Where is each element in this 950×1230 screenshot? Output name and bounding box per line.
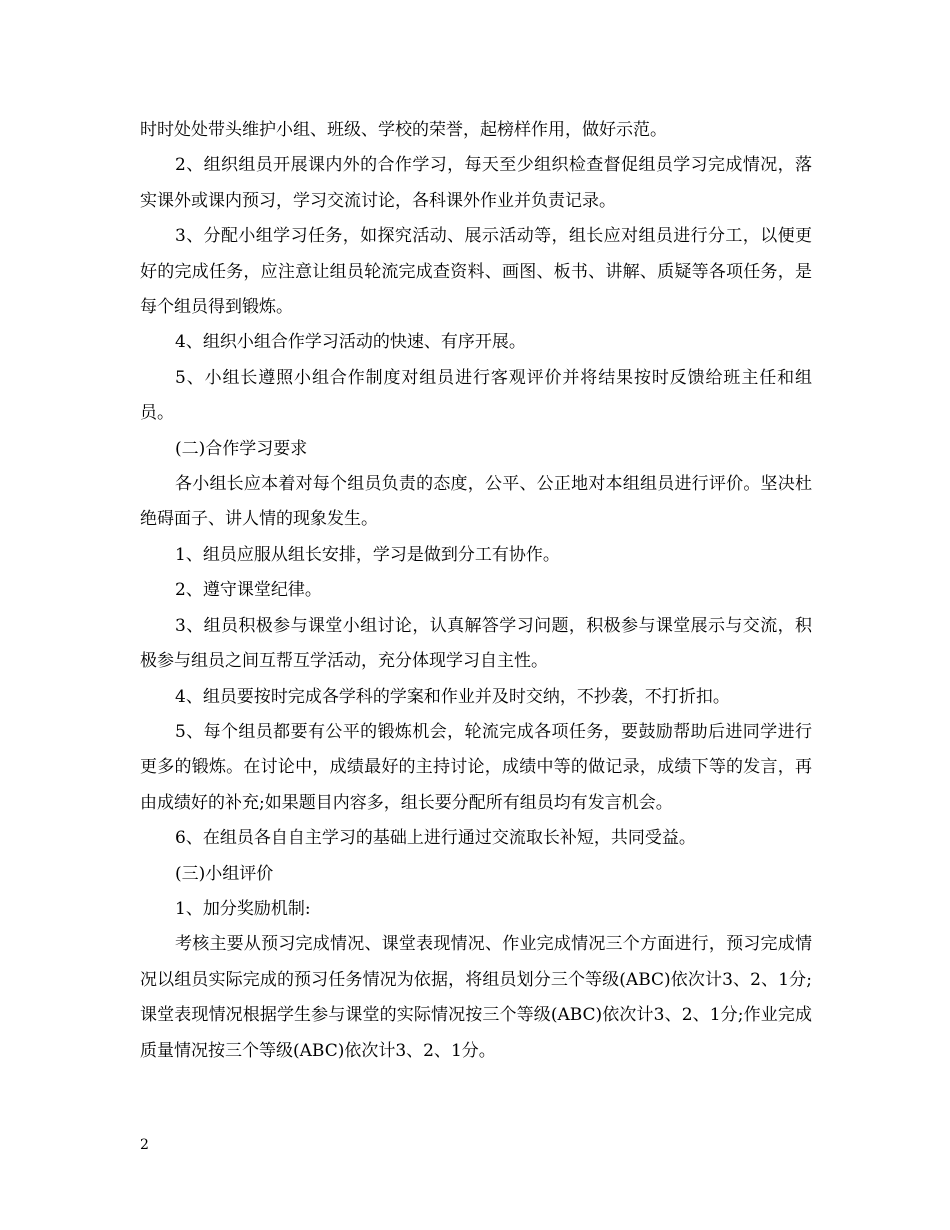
paragraph-intro-requirements: 各小组长应本着对每个组员负责的态度，公平、公正地对本组组员进行评价。坚决杜绝碍面子、讲人情的现象发生。	[140, 474, 812, 530]
paragraph-continuation: 时时处处带头维护小组、班级、学校的荣誉，起榜样作用，做好示范。	[140, 120, 667, 140]
paragraph-item-3: 3、分配小组学习任务，如探究活动、展示活动等，组长应对组员进行分工，以便更好的完成任务，应注意让组员轮流完成查资料、画图、板书、讲解、质疑等各项任务，是每个组员得到锻炼。	[140, 226, 812, 318]
paragraph-evaluation-details: 考核主要从预习完成情况、课堂表现情况、作业完成情况三个方面进行，预习完成情况以组员实际完成的预习任务情况为依据，将组员划分三个等级(ABC)依次计3、2、1分;课堂表现情况根据学生参与课堂的实际情况按三个等级(ABC)依次计3、2、1分;作业完成质量情况按三个等级(ABC)依次计3、2、1分。	[140, 934, 812, 1061]
paragraph-item-5: 5、小组长遵照小组合作制度对组员进行客观评价并将结果按时反馈给班主任和组员。	[140, 367, 812, 424]
paragraph-requirement-6: 6、在组员各自自主学习的基础上进行通过交流取长补短，共同受益。	[175, 828, 696, 849]
section-heading-group-evaluation: (三)小组评价	[175, 863, 274, 884]
paragraph-requirement-4: 4、组员要按时完成各学科的学案和作业并及时交纳，不抄袭，不打折扣。	[175, 686, 730, 707]
section-heading-cooperative-learning: (二)合作学习要求	[175, 438, 308, 459]
paragraph-requirement-3: 3、组员积极参与课堂小组讨论，认真解答学习问题，积极参与课堂展示与交流，积极参与组员之间互帮互学活动，充分体现学习自主性。	[140, 615, 812, 672]
document-body	[140, 113, 812, 1069]
paragraph-requirement-5: 5、每个组员都要有公平的锻炼机会，轮流完成各项任务，要鼓励帮助后进同学进行更多的锻炼。在讨论中，成绩最好的主持讨论，成绩中等的做记录，成绩下等的发言，再由成绩好的补充;如果题目内容多，组长要分配所有组员均有发言机会。	[140, 721, 812, 813]
paragraph-requirement-2: 2、遵守课堂纪律。	[175, 580, 322, 601]
paragraph-evaluation-1: 1、加分奖励机制:	[175, 898, 311, 919]
paragraph-item-4: 4、组织小组合作学习活动的快速、有序开展。	[175, 332, 526, 353]
paragraph-item-2: 2、组织组员开展课内外的合作学习，每天至少组织检查督促组员学习完成情况，落实课外或课内预习，学习交流讨论，各科课外作业并负责记录。	[140, 155, 812, 211]
page-number: 2	[140, 1137, 149, 1153]
paragraph-requirement-1: 1、组员应服从组长安排，学习是做到分工有协作。	[175, 544, 560, 565]
